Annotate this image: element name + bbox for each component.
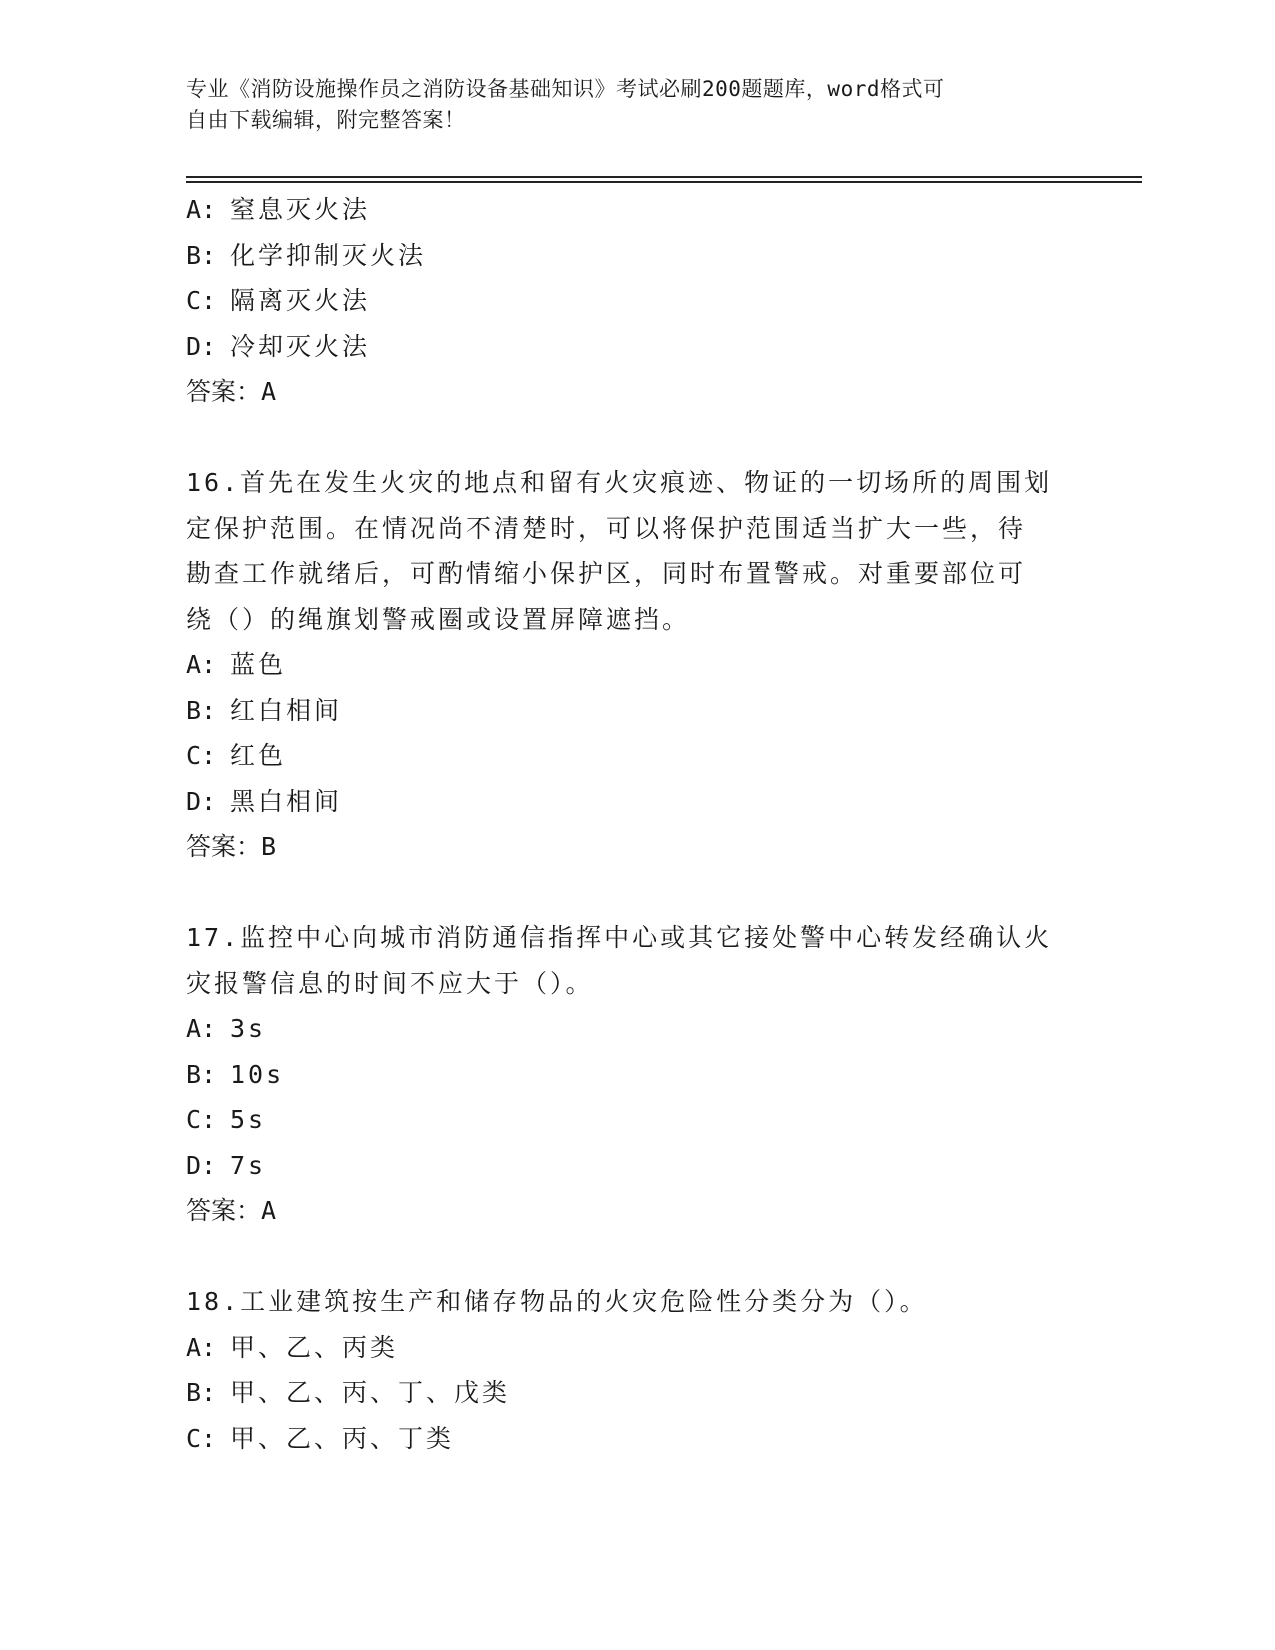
option-c: C: 隔离灭火法 bbox=[186, 286, 371, 315]
header-line-2: 自由下载编辑，附完整答案！ bbox=[186, 108, 466, 132]
option-b: B: 化学抑制灭火法 bbox=[186, 240, 427, 270]
option-b: B: 甲、乙、丙、丁、戊类 bbox=[186, 1378, 511, 1407]
question-stem-line: 绕（）的绳旗划警戒圈或设置屏障遮挡。 bbox=[186, 604, 691, 634]
question-stem-line: 17.监控中心向城市消防通信指挥中心或其它接处警中心转发经确认火 bbox=[186, 923, 1053, 952]
option-c: C: 5s bbox=[186, 1105, 267, 1134]
option-d: D: 黑白相间 bbox=[186, 786, 343, 816]
option-b: B: 红白相间 bbox=[186, 695, 343, 725]
question-stem-line: 勘查工作就绪后，可酌情缩小保护区，同时布置警戒。对重要部位可 bbox=[186, 559, 1027, 588]
header-line-1: 专业《消防设施操作员之消防设备基础知识》考试必刷200题题库，word格式可 bbox=[186, 77, 945, 101]
option-c: C: 甲、乙、丙、丁类 bbox=[186, 1423, 455, 1453]
question-15 bbox=[186, 187, 1066, 415]
question-stem-line: 灾报警信息的时间不应大于（）。 bbox=[186, 968, 594, 998]
option-b: B: 10s bbox=[186, 1059, 285, 1089]
answer-line: 答案：B bbox=[186, 832, 280, 861]
question-list bbox=[186, 187, 1066, 1461]
answer-line: 答案：A bbox=[186, 1196, 280, 1225]
question-17 bbox=[186, 915, 1066, 1234]
option-a: A: 窒息灭火法 bbox=[186, 195, 371, 224]
option-d: D: 冷却灭火法 bbox=[186, 331, 371, 361]
question-16 bbox=[186, 460, 1066, 870]
question-stem-line: 定保护范围。在情况尚不清楚时，可以将保护范围适当扩大一些，待 bbox=[186, 513, 1027, 543]
document-header bbox=[186, 74, 1086, 136]
header-divider-top bbox=[186, 176, 1142, 178]
question-stem-line: 18.工业建筑按生产和储存物品的火灾危险性分类分为（）。 bbox=[186, 1287, 928, 1316]
question-stem-line: 16.首先在发生火灾的地点和留有火灾痕迹、物证的一切场所的周围划 bbox=[186, 468, 1053, 497]
answer-line: 答案：A bbox=[186, 377, 280, 406]
option-a: A: 3s bbox=[186, 1014, 267, 1043]
option-a: A: 蓝色 bbox=[186, 650, 287, 679]
option-a: A: 甲、乙、丙类 bbox=[186, 1332, 399, 1362]
header-divider-bottom bbox=[186, 181, 1142, 183]
option-d: D: 7s bbox=[186, 1150, 267, 1180]
question-18 bbox=[186, 1279, 1066, 1461]
option-c: C: 红色 bbox=[186, 741, 287, 770]
